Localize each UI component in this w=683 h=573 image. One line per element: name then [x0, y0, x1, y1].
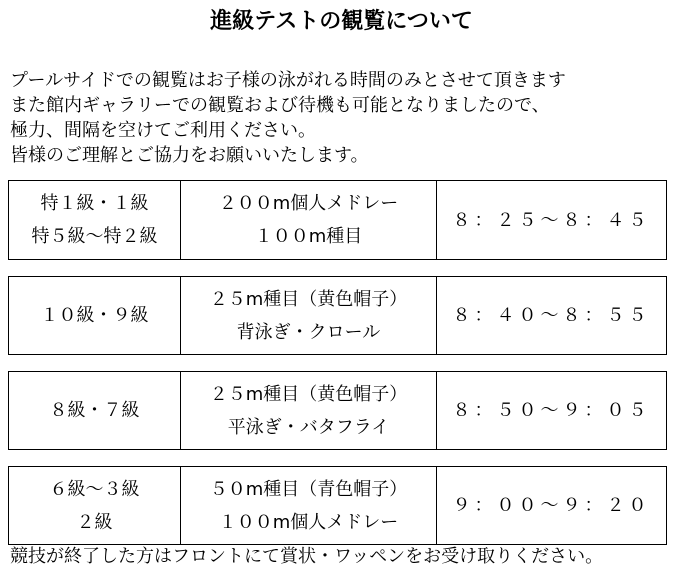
event-text: 背泳ぎ・クロール: [236, 321, 381, 343]
schedule-table-3: [8, 371, 667, 450]
schedule-table-2: [8, 276, 667, 355]
intro-line: 皆様のご理解とご協力をお願いいたします。: [10, 145, 369, 166]
intro-line: また館内ギャラリーでの観覧および待機も可能となりましたので、: [10, 95, 550, 116]
grade-cell: [9, 181, 181, 259]
schedule-table-1: [8, 180, 667, 260]
time-text: ８：４０～８：５５: [452, 305, 651, 326]
event-text: １００m個人メドレー: [218, 511, 399, 533]
time-text: ９：００～９：２０: [452, 495, 651, 516]
footer-note: 競技が終了した方はフロントにて賞状・ワッペンをお受け取りください。: [10, 546, 604, 567]
intro-line: プールサイドでの観覧はお子様の泳がれる時間のみとさせて頂きます: [10, 70, 566, 91]
grade-cell: [9, 467, 181, 544]
event-text: 平泳ぎ・バタフライ: [227, 416, 390, 438]
event-cell: [181, 372, 437, 449]
grade-text: 特５級～特２級: [31, 226, 158, 247]
time-cell: [437, 277, 666, 354]
event-cell: [181, 467, 437, 544]
time-cell: [437, 372, 666, 449]
event-text: ２５m種目（黄色帽子）: [209, 288, 408, 310]
event-cell: [181, 181, 437, 259]
intro-line: 極力、間隔を空けてご利用ください。: [10, 120, 316, 141]
event-text: ２００m個人メドレー: [218, 193, 399, 214]
grade-text: １０級・９級: [40, 305, 149, 326]
time-text: ８：５０～９：０５: [452, 400, 651, 421]
grade-cell: [9, 277, 181, 354]
grade-text: ６級～３級: [49, 478, 140, 500]
event-cell: [181, 277, 437, 354]
page-title: 進級テストの観覧について: [210, 9, 473, 34]
time-cell: [437, 467, 666, 544]
intro-paragraph: [10, 68, 680, 168]
grade-cell: [9, 372, 181, 449]
time-cell: [437, 181, 666, 259]
event-text: ２５m種目（黄色帽子）: [209, 383, 408, 405]
grade-text: ８級・７級: [49, 400, 140, 421]
grade-text: ２級: [76, 511, 113, 533]
grade-text: 特１級・１級: [40, 193, 149, 214]
event-text: ５０m種目（青色帽子）: [209, 478, 408, 500]
schedule-table-4: [8, 466, 667, 545]
event-text: １００m種目: [254, 226, 363, 247]
time-text: ８：２５～８：４５: [452, 209, 651, 231]
